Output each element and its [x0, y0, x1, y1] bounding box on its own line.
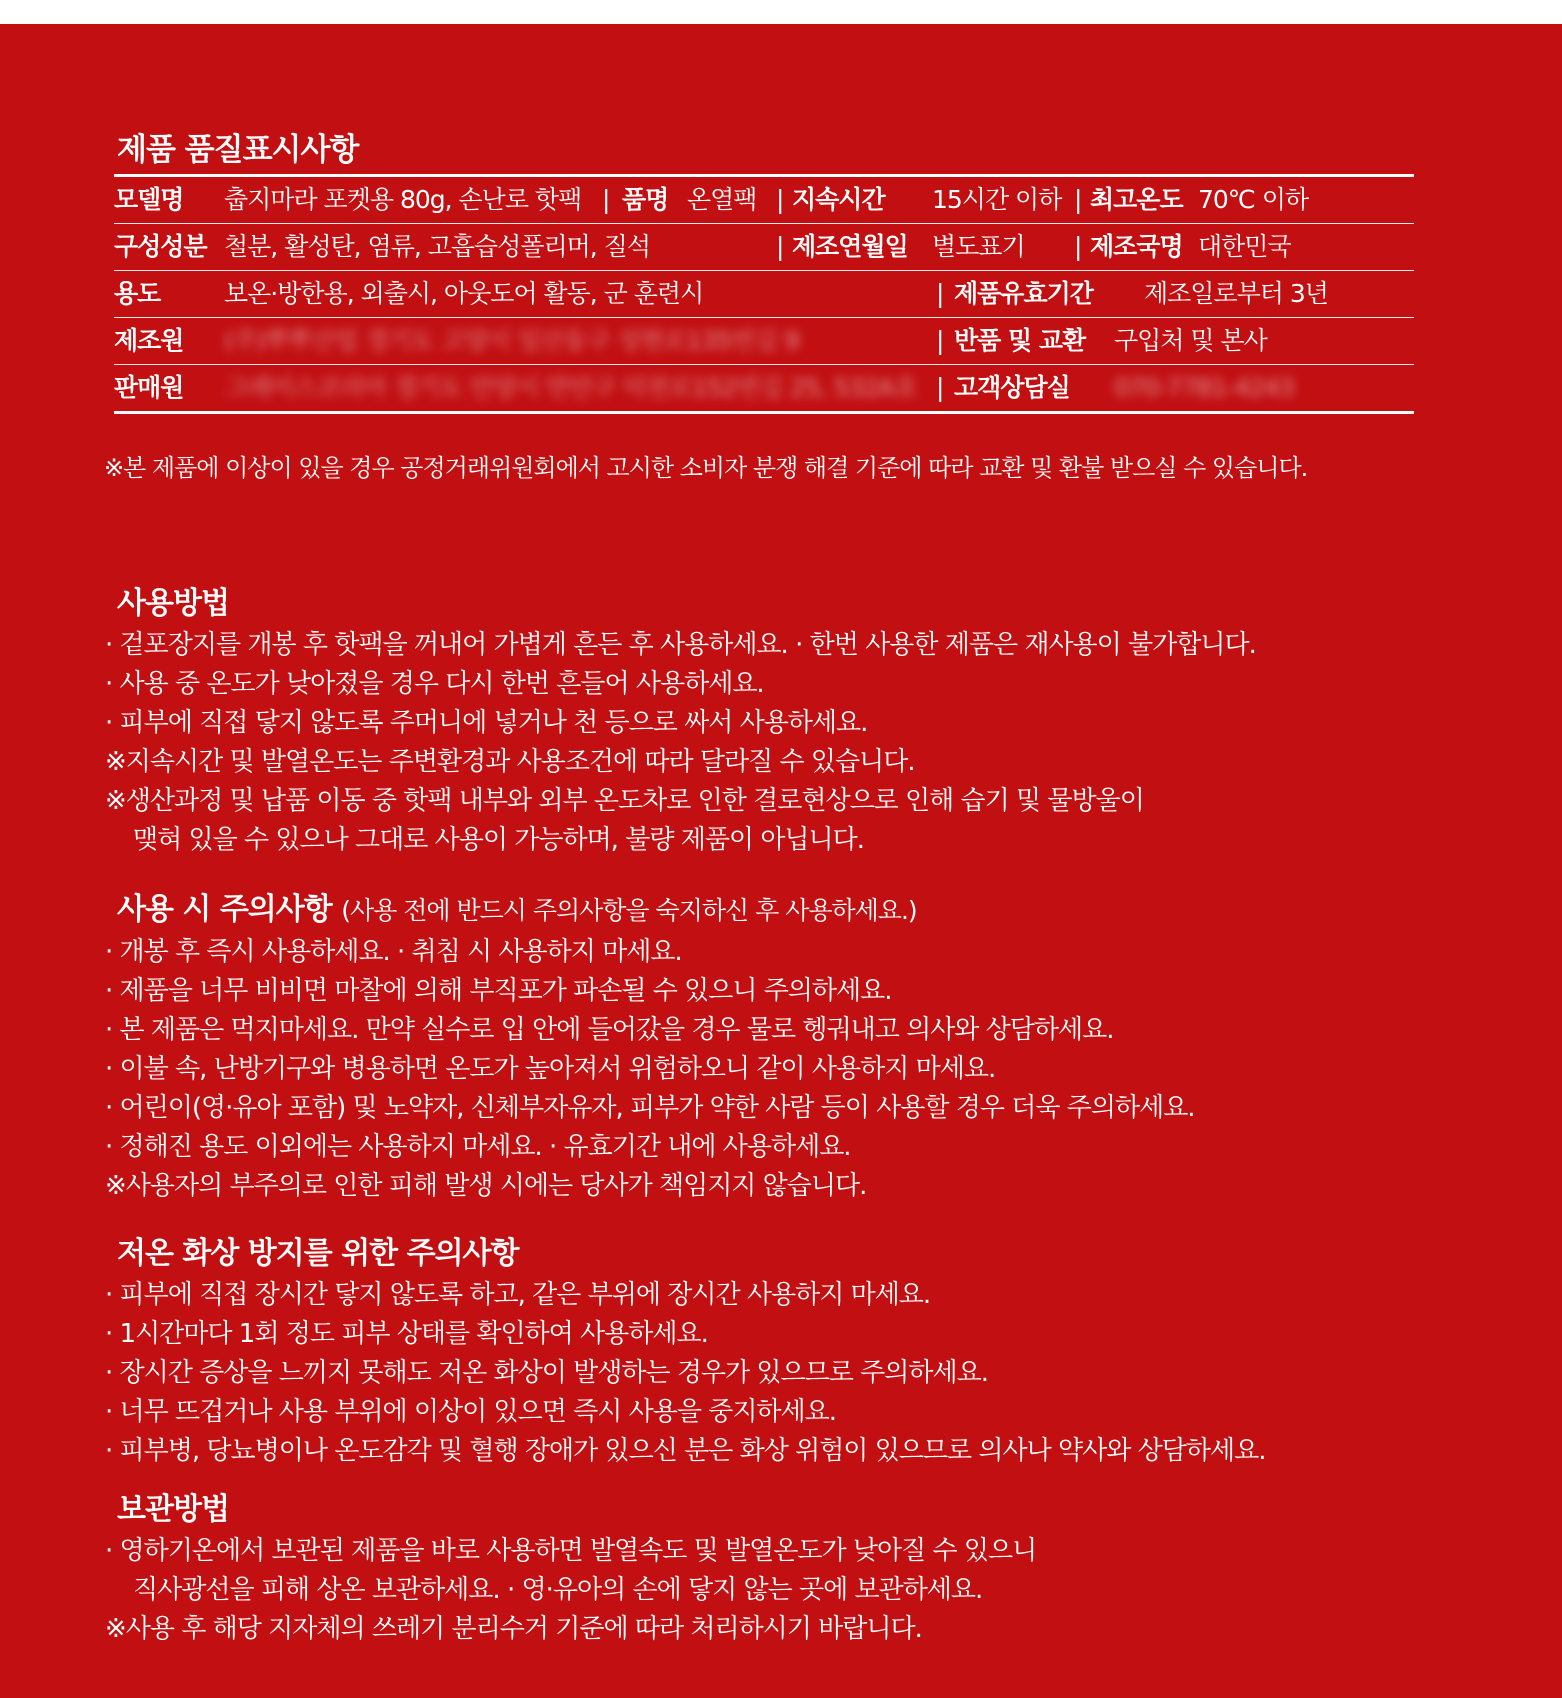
caution-subtitle: (사용 전에 반드시 주의사항을 숙지하신 후 사용하세요.) — [341, 896, 917, 925]
spec-divider: | — [776, 232, 784, 261]
spec-label-customer-service: 고객상담실 — [954, 373, 1070, 402]
spec-row-purpose — [114, 270, 1414, 317]
spec-divider: | — [1074, 185, 1082, 214]
spec-divider: | — [936, 279, 944, 308]
burn-section — [105, 1232, 1266, 1471]
spec-label-max-temp: 최고온도 — [1090, 185, 1183, 214]
burn-line: · 장시간 증상을 느끼지 못해도 저온 화상이 발생하는 경우가 있으므로 주의하세요. — [105, 1358, 989, 1388]
spec-value-mfg-date: 별도표기 — [932, 232, 1025, 261]
spec-divider: | — [602, 185, 610, 214]
dispute-notice: ※본 제품에 이상이 있을 경우 공정거래위원회에서 고시한 소비자 분쟁 해결 기준에 따라 교환 및 환불 받으실 수 있습니다. — [104, 454, 1308, 482]
spec-label-shelf-life: 제품유효기간 — [954, 279, 1093, 308]
spec-value-seller-redacted: 그레이스코리아 경기도 안양시 만안구 덕천로152번길 25, 532A호 — [224, 373, 918, 402]
spec-divider: | — [936, 326, 944, 355]
spec-value-composition: 철분, 활성탄, 염류, 고흡습성폴리머, 질석 — [224, 232, 650, 261]
spec-label-seller: 판매원 — [114, 373, 184, 402]
spec-row-model — [114, 177, 1414, 223]
caution-line: · 제품을 너무 비비면 마찰에 의해 부직포가 파손될 수 있으니 주의하세요. — [105, 976, 892, 1006]
spec-value-return: 구입처 및 본사 — [1114, 326, 1267, 355]
burn-line: · 피부에 직접 장시간 닿지 않도록 하고, 같은 부위에 장시간 사용하지 마세요. — [105, 1280, 931, 1310]
storage-line: · 영하기온에서 보관된 제품을 바로 사용하면 발열속도 및 발열온도가 낮아질 수 있으니 — [105, 1536, 1037, 1566]
spec-value-country: 대한민국 — [1198, 232, 1291, 261]
usage-title: 사용방법 — [117, 586, 229, 621]
burn-line: · 너무 뜨겁거나 사용 부위에 이상이 있으면 즉시 사용을 중지하세요. — [105, 1397, 837, 1427]
spec-label-manufacturer: 제조원 — [114, 326, 184, 355]
usage-line: · 사용 중 온도가 낮아졌을 경우 다시 한번 흔들어 사용하세요. — [105, 669, 764, 699]
spec-label-model: 모델명 — [114, 185, 184, 214]
spec-divider: | — [776, 185, 784, 214]
spec-label-mfg-date: 제조연월일 — [792, 232, 908, 261]
storage-section — [105, 1488, 1036, 1649]
spec-value-max-temp: 70℃ 이하 — [1198, 185, 1309, 214]
burn-line: · 1시간마다 1회 정도 피부 상태를 확인하여 사용하세요. — [105, 1319, 708, 1349]
spec-table — [114, 174, 1414, 414]
storage-line: ※사용 후 해당 지자체의 쓰레기 분리수거 기준에 따라 처리하시기 바랍니다. — [105, 1614, 922, 1644]
spec-value-item: 온열팩 — [687, 185, 757, 214]
usage-line: · 피부에 직접 닿지 않도록 주머니에 넣거나 천 등으로 싸서 사용하세요. — [105, 708, 868, 738]
spec-divider: | — [936, 373, 944, 402]
caution-line: · 정해진 용도 이외에는 사용하지 마세요. · 유효기간 내에 사용하세요. — [105, 1132, 851, 1162]
spec-value-purpose: 보온·방한용, 외출시, 아웃도어 활동, 군 훈련시 — [224, 279, 704, 308]
spec-value-manufacturer-redacted: (주)뿌뿌산업 경기도 고양시 일산동구 성현로135번길 9 — [224, 326, 799, 355]
burn-line: · 피부병, 당뇨병이나 온도감각 및 혈행 장애가 있으신 분은 화상 위험이 있으므로 의사나 약사와 상담하세요. — [105, 1436, 1266, 1466]
spec-label-item: 품명 — [622, 185, 669, 214]
caution-section — [105, 888, 1195, 1206]
spec-label-return: 반품 및 교환 — [954, 326, 1086, 355]
spec-value-phone-redacted: 070-7781-4243 — [1114, 373, 1295, 402]
spec-row-seller — [114, 364, 1414, 411]
caution-title: 사용 시 주의사항 — [117, 892, 332, 927]
spec-label-purpose: 용도 — [114, 279, 161, 308]
caution-heading — [117, 888, 1195, 933]
caution-line: · 본 제품은 먹지마세요. 만약 실수로 입 안에 들어갔을 경우 물로 헹궈내고 의사와 상담하세요. — [105, 1015, 1114, 1045]
spec-label-composition: 구성성분 — [114, 232, 207, 261]
spec-label-country: 제조국명 — [1090, 232, 1183, 261]
usage-line: ※생산과정 및 납품 이동 중 핫팩 내부와 외부 온도차로 인한 결로현상으로 인해 습기 및 물방울이 — [105, 786, 1144, 816]
caution-line: · 이불 속, 난방기구와 병용하면 온도가 높아져서 위험하오니 같이 사용하지 마세요. — [105, 1054, 996, 1084]
spec-label-duration: 지속시간 — [792, 185, 885, 214]
usage-section — [105, 582, 1256, 860]
product-info-panel — [0, 24, 1562, 1698]
spec-divider: | — [1074, 232, 1082, 261]
spec-value-duration: 15시간 이하 — [932, 185, 1062, 214]
spec-row-composition — [114, 223, 1414, 270]
spec-value-model: 춥지마라 포켓용 80g, 손난로 핫팩 — [224, 185, 582, 214]
caution-line: · 개봉 후 즉시 사용하세요. · 취침 시 사용하지 마세요. — [105, 937, 682, 967]
caution-line: · 어린이(영·유아 포함) 및 노약자, 신체부자유자, 피부가 약한 사람 등이 사용할 경우 더욱 주의하세요. — [105, 1093, 1195, 1123]
usage-line: 맺혀 있을 수 있으나 그대로 사용이 가능하며, 불량 제품이 아닙니다. — [133, 825, 865, 855]
usage-line: · 겉포장지를 개봉 후 핫팩을 꺼내어 가볍게 흔든 후 사용하세요. · 한번 사용한 제품은 재사용이 불가합니다. — [105, 630, 1256, 660]
caution-line: ※사용자의 부주의로 인한 피해 발생 시에는 당사가 책임지지 않습니다. — [105, 1171, 867, 1201]
storage-title: 보관방법 — [117, 1492, 229, 1527]
storage-line: 직사광선을 피해 상온 보관하세요. · 영·유아의 손에 닿지 않는 곳에 보관하세요. — [133, 1575, 983, 1605]
spec-row-manufacturer — [114, 317, 1414, 364]
spec-value-shelf-life: 제조일로부터 3년 — [1144, 279, 1328, 308]
spec-title: 제품 품질표시사항 — [117, 132, 359, 168]
burn-title: 저온 화상 방지를 위한 주의사항 — [117, 1236, 519, 1271]
usage-line: ※지속시간 및 발열온도는 주변환경과 사용조건에 따라 달라질 수 있습니다. — [105, 747, 915, 777]
